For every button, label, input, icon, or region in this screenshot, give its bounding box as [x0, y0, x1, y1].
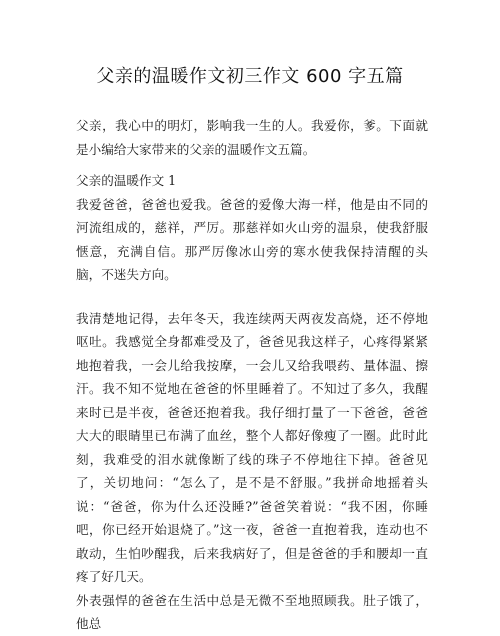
- section-heading: 父亲的温暖作文 1: [76, 173, 177, 188]
- document-body: [76, 114, 428, 636]
- body-paragraph-2: 我清楚地记得，去年冬天，我连续两天两夜发高烧，还不停地呕吐。我感觉全身都难受及了，爸爸见我这样子，心疼得紧紧地抱着我，一会儿给我按摩，一会儿又给我喂药、量体温、擦汗。我不知不觉地在爸爸的怀里睡着了。不知过了多久，我醒来时已是半夜，爸爸还抱着我。我仔细打量了一下爸爸，爸爸大大的眼睛里已布满了血丝，整个人都好像瘦了一圈。此时此刻，我难受的泪水就像断了线的珠子不停地往下掉。爸爸见了，关切地问：“怎么了，是不是不舒服。”我拼命地摇着头说：“爸爸，你为什么还没睡?”爸爸笑着说：“我不困，你睡吧，你已经开始退烧了。”这一夜，爸爸一直抱着我，连动也不敢动，生怕吵醒我，后来我病好了，但是爸爸的手和腰却一直疼了好几天。: [76, 310, 428, 584]
- body-paragraph-1: 我爱爸爸，爸爸也爱我。爸爸的爱像大海一样，他是由不同的河流组成的，慈祥，严厉。那慈祥如火山旁的温泉，使我舒服惬意，充满自信。那严厉像冰山旁的寒水使我保持清醒的头脑，不迷失方向。: [76, 196, 428, 282]
- intro-paragraph: 父亲，我心中的明灯，影响我一生的人。我爱你，爹。下面就是小编给大家带来的父亲的温暖作文五篇。: [76, 118, 428, 157]
- document-title: 父亲的温暖作文初三作文 600 字五篇: [96, 66, 404, 87]
- body-paragraph-3: 外表强悍的爸爸在生活中总是无微不至地照顾我。肚子饿了，他总: [76, 592, 428, 631]
